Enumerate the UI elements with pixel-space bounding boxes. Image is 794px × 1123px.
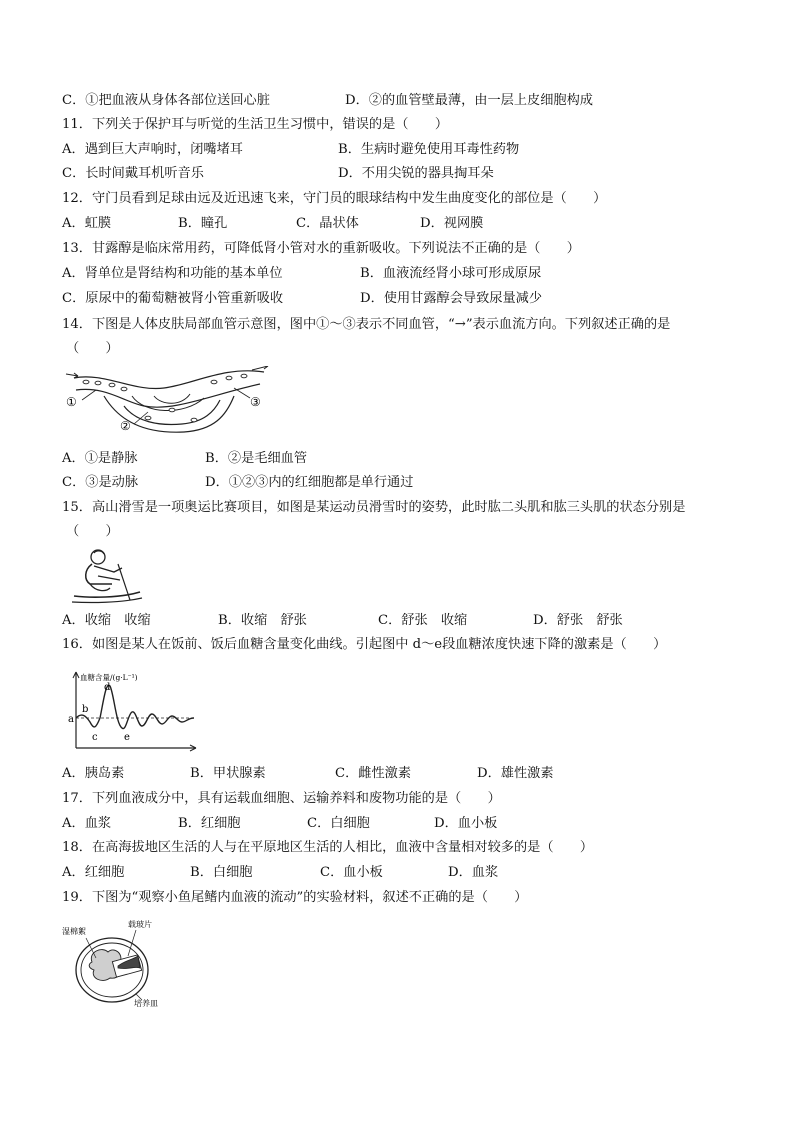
q11-option-d: D．不用尖锐的器具掏耳朵 <box>338 166 494 181</box>
q18-option-b: B．白细胞 <box>190 865 253 880</box>
q13-option-a: A．肾单位是肾结构和功能的基本单位 <box>62 266 283 281</box>
q11-option-b: B．生病时避免使用耳毒性药物 <box>338 142 520 157</box>
q12-option-b: B．瞳孔 <box>178 216 228 231</box>
q11-option-c: C．长时间戴耳机听音乐 <box>62 166 204 181</box>
fish-label-dish: 培养皿 <box>134 999 158 1008</box>
skin-vessel-figure <box>64 366 274 440</box>
glucose-point-d: d <box>104 682 111 693</box>
q12-option-d: D．视网膜 <box>420 216 484 231</box>
glucose-point-e: e <box>124 732 130 743</box>
q13-option-c: C．原尿中的葡萄糖被肾小管重新吸收 <box>62 291 284 306</box>
q13-option-b: B．血液流经肾小球可形成原尿 <box>360 266 542 281</box>
fish-tail-experiment-figure <box>62 918 162 1008</box>
q15-option-a: A．收缩 收缩 <box>62 613 151 628</box>
q12-option-a: A．虹膜 <box>62 216 112 231</box>
q10-option-c: C．①把血液从身体各部位送回心脏 <box>62 93 270 108</box>
question-16: 16．如图是某人在饭前、饭后血糖含量变化曲线。引起图中 d～e段血糖浓度快速下降的激素是（ ） <box>62 637 667 652</box>
question-19: 19．下图为“观察小鱼尾鳍内血液的流动”的实验材料，叙述不正确的是（ ） <box>62 890 528 905</box>
q16-option-d: D．雄性激素 <box>477 766 554 781</box>
question-18: 18．在高海拔地区生活的人与在平原地区生活的人相比，血液中含量相对较多的是（ ） <box>62 840 594 855</box>
vessel-label-2: ② <box>120 419 131 433</box>
vessel-label-3: ③ <box>250 395 261 409</box>
question-14: 14．下图是人体皮肤局部血管示意图，图中①～③表示不同血管，“→”表示血流方向。下列叙述正确的是 <box>62 317 671 332</box>
q17-option-a: A．血浆 <box>62 816 112 831</box>
question-15: 15．高山滑雪是一项奥运比赛项目，如图是某运动员滑雪时的姿势，此时肱二头肌和肱三头肌的状态分别是 <box>62 500 686 515</box>
q15-option-c: C．舒张 收缩 <box>378 613 468 628</box>
q17-option-b: B．红细胞 <box>178 816 241 831</box>
q17-option-d: D．血小板 <box>434 816 498 831</box>
q14-option-d: D．①②③内的红细胞都是单行通过 <box>205 475 414 490</box>
q15-paren: （ ） <box>66 524 119 539</box>
q16-option-b: B．甲状腺素 <box>190 766 266 781</box>
fish-label-slide: 载玻片 <box>128 920 152 929</box>
fish-label-cotton: 湿棉絮 <box>62 927 86 936</box>
question-13: 13．甘露醇是临床常用药，可降低肾小管对水的重新吸收。下列说法不正确的是（ ） <box>62 241 580 256</box>
glucose-point-b: b <box>82 704 89 715</box>
q12-option-c: C．晶状体 <box>296 216 359 231</box>
q18-option-d: D．血浆 <box>448 865 499 880</box>
q14-option-a: A．①是静脉 <box>62 451 138 466</box>
glucose-y-label: 血糖含量/(g·L⁻¹) <box>80 673 138 682</box>
q15-option-b: B．收缩 舒张 <box>218 613 307 628</box>
q15-option-d: D．舒张 舒张 <box>533 613 623 628</box>
q11-option-a: A．遇到巨大声响时，闭嘴堵耳 <box>62 142 243 157</box>
question-17: 17．下列血液成分中，具有运载血细胞、运输养料和废物功能的是（ ） <box>62 791 501 806</box>
q14-option-b: B．②是毛细血管 <box>205 451 308 466</box>
q10-option-d: D．②的血管壁最薄，由一层上皮细胞构成 <box>345 93 593 108</box>
question-12: 12．守门员看到足球由远及近迅速飞来，守门员的眼球结构中发生曲度变化的部位是（ ） <box>62 191 607 206</box>
q18-option-c: C．血小板 <box>320 865 383 880</box>
q14-option-c: C．③是动脉 <box>62 475 139 490</box>
question-11: 11．下列关于保护耳与听觉的生活卫生习惯中，错误的是（ ） <box>62 117 449 132</box>
blood-glucose-figure <box>66 668 200 754</box>
q16-option-c: C．雌性激素 <box>335 766 412 781</box>
q14-paren: （ ） <box>66 341 119 356</box>
q18-option-a: A．红细胞 <box>62 865 125 880</box>
skier-figure <box>70 548 144 604</box>
vessel-label-1: ① <box>66 395 77 409</box>
q13-option-d: D．使用甘露醇会导致尿量减少 <box>360 291 543 306</box>
q16-option-a: A．胰岛素 <box>62 766 125 781</box>
glucose-point-a: a <box>68 714 74 725</box>
q17-option-c: C．白细胞 <box>307 816 370 831</box>
glucose-point-c: c <box>92 732 98 743</box>
